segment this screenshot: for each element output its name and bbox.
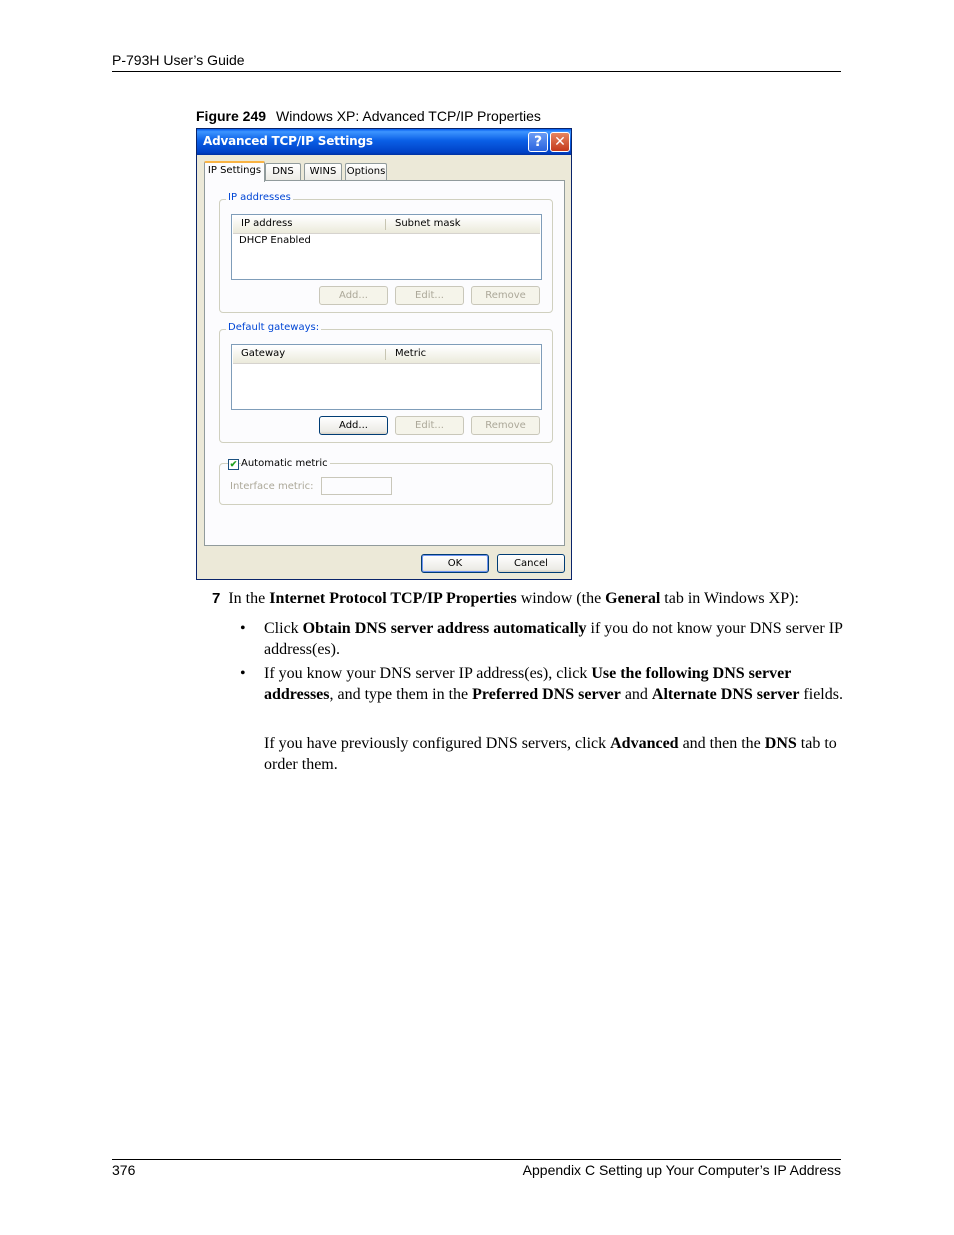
- step-number: 7: [212, 590, 221, 607]
- tab-ip-settings[interactable]: IP Settings: [204, 161, 265, 182]
- bullet-bold-run: Preferred DNS server: [472, 685, 621, 703]
- step-bold-window: Internet Protocol TCP/IP Properties: [269, 590, 517, 607]
- bullet-text-run: and: [620, 685, 652, 703]
- step-text: In the: [228, 590, 270, 607]
- bullet-marker: •: [240, 620, 246, 637]
- automatic-metric-group: [219, 458, 553, 505]
- automatic-metric-checkbox[interactable]: [228, 459, 239, 470]
- tab-wins[interactable]: WINS: [304, 163, 342, 180]
- gateway-edit-button[interactable]: Edit...: [395, 416, 464, 435]
- gateway-list-header: [233, 346, 540, 364]
- bullet-marker: •: [240, 665, 246, 682]
- ip-addresses-group-label: IP addresses: [228, 192, 291, 203]
- ip-settings-panel: [204, 180, 565, 546]
- tab-options[interactable]: Options: [345, 163, 387, 180]
- step-text: window (the: [516, 590, 606, 607]
- column-subnet-mask[interactable]: Subnet mask: [395, 218, 461, 229]
- column-metric[interactable]: Metric: [395, 348, 427, 359]
- title-bar[interactable]: [197, 129, 571, 155]
- cancel-button[interactable]: Cancel: [497, 554, 565, 573]
- running-header: P-793H User’s Guide: [112, 52, 245, 68]
- column-ip-address[interactable]: IP address: [241, 218, 293, 229]
- help-icon: ?: [533, 134, 543, 150]
- close-button[interactable]: [550, 132, 570, 152]
- bullet-text-run: If you know your DNS server IP address(es), click: [264, 665, 592, 682]
- note-text-run: tab to order them.: [264, 735, 837, 773]
- column-separator: [385, 349, 386, 360]
- gateway-add-button[interactable]: Add...: [319, 416, 388, 435]
- close-icon: ✕: [554, 134, 566, 150]
- bullet-text-run: , and type them in the: [329, 685, 473, 703]
- interface-metric-label: Interface metric:: [230, 481, 314, 492]
- bullet-text: [264, 619, 844, 660]
- bullet-bold-run: Obtain DNS server address automatically: [302, 620, 587, 637]
- ok-button[interactable]: OK: [421, 554, 489, 573]
- step-text: tab in Windows XP):: [660, 590, 799, 607]
- step-7: [212, 589, 852, 609]
- ip-addresses-group: [219, 192, 553, 313]
- bullet-text-run: Click: [264, 620, 303, 637]
- ip-add-button[interactable]: Add...: [319, 286, 388, 305]
- dialog-title: Advanced TCP/IP Settings: [203, 134, 373, 148]
- default-gateways-group-label: Default gateways:: [228, 322, 320, 333]
- figure-caption: [196, 108, 541, 124]
- bullet-bold-run: Use the following DNS server addresses: [264, 665, 792, 703]
- header-rule: [112, 71, 841, 72]
- list-item[interactable]: DHCP Enabled: [239, 235, 311, 246]
- help-button[interactable]: [528, 132, 548, 152]
- bullet-text: [264, 664, 844, 705]
- note-paragraph: [264, 734, 844, 775]
- ip-list-header: [233, 216, 540, 234]
- note-text-run: If you have previously configured DNS servers, click: [264, 735, 611, 752]
- checkmark-icon: ✔: [229, 459, 238, 469]
- footer-section-title: Appendix C Setting up Your Computer’s IP Address: [522, 1162, 841, 1178]
- note-bold-run: Advanced: [610, 735, 679, 752]
- figure-label: Figure 249: [196, 108, 267, 124]
- ip-address-list[interactable]: [231, 214, 542, 280]
- ip-remove-button[interactable]: Remove: [471, 286, 540, 305]
- bullet-text-run: if you do not know your DNS server IP address(es).: [264, 620, 843, 658]
- footer-rule: [112, 1159, 841, 1160]
- advanced-tcpip-dialog: [196, 128, 572, 580]
- bullet-bold-run: Alternate DNS server: [651, 685, 800, 703]
- automatic-metric-label[interactable]: Automatic metric: [241, 458, 328, 469]
- tab-dns[interactable]: DNS: [265, 163, 301, 180]
- bullet-text-run: fields.: [799, 685, 843, 703]
- note-text-run: and then the: [678, 735, 765, 752]
- figure-title: Windows XP: Advanced TCP/IP Properties: [276, 108, 541, 124]
- column-gateway[interactable]: Gateway: [241, 348, 286, 359]
- note-bold-run: DNS: [764, 735, 797, 752]
- interface-metric-field[interactable]: [321, 477, 392, 495]
- gateway-list[interactable]: [231, 344, 542, 410]
- ip-edit-button[interactable]: Edit...: [395, 286, 464, 305]
- gateway-remove-button[interactable]: Remove: [471, 416, 540, 435]
- default-gateways-group: [219, 322, 553, 443]
- column-separator: [385, 219, 386, 230]
- page-number: 376: [112, 1162, 136, 1178]
- step-bold-tab: General: [605, 590, 661, 607]
